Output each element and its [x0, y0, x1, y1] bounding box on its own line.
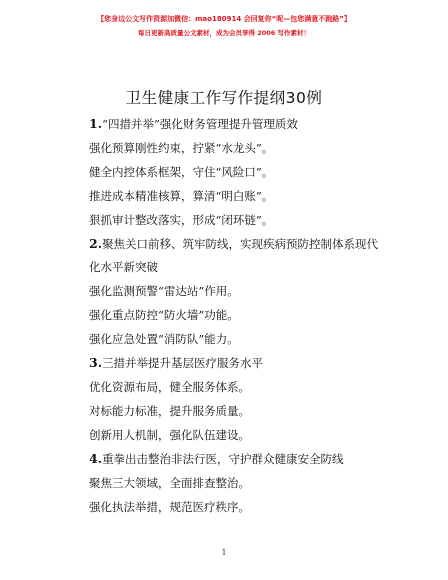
section-item: 狠抓审计整改落实，形成“闭环链”。 — [89, 213, 274, 227]
section-item: 推进成本精准核算，算清“明白账”。 — [89, 189, 274, 203]
document-title: 卫生健康工作写作提纲30例 — [125, 89, 323, 107]
section-item: 对标能力标准，提升服务质量。 — [89, 404, 250, 418]
section-heading-3 — [89, 351, 379, 375]
section-number: 3. — [89, 355, 103, 370]
section-item: 强化预算刚性约束，拧紧“水龙头”。 — [89, 141, 274, 155]
page-number: 1 — [221, 548, 227, 557]
section-heading-text: 聚焦关口前移、筑牢防线，实现疾病预防控制体系现代化水平新突破 — [89, 237, 379, 274]
section-heading-2 — [89, 232, 379, 279]
section-heading-text: 三措并举提升基层医疗服务水平 — [102, 356, 264, 370]
section-item: 强化应急处置“消防队”能力。 — [89, 332, 239, 346]
section-heading-text: 重拳出击整治非法行医，守护群众健康安全防线 — [102, 452, 344, 466]
section-item: 创新用人机制，强化队伍建设。 — [89, 428, 250, 442]
section-item: 聚焦三大领域，全面排查整治。 — [89, 476, 250, 490]
section-number: 2. — [89, 236, 103, 251]
promo-banner-line-2: 每日更新高质量公文素材，成为会员享得 2006 写作素材！ — [137, 29, 311, 37]
section-number: 1. — [89, 116, 103, 131]
section-item: 强化重点防控“防火墙”功能。 — [89, 308, 239, 322]
section-item: 强化执法举措，规范医疗秩序。 — [89, 500, 250, 514]
section-heading-text: “四措并举”强化财务管理提升管理质效 — [102, 117, 298, 131]
document-body — [89, 112, 379, 519]
section-item: 健全内控体系框架，守住“风险口”。 — [89, 165, 274, 179]
section-number: 4. — [89, 451, 103, 466]
promo-banner-line-1: 【您身边公文写作资源加微信：mao180914 会回复你“呢—包您满意不跑路”】 — [97, 15, 351, 23]
section-heading-4 — [89, 447, 379, 471]
section-heading-1 — [89, 112, 379, 136]
section-item: 强化监测预警“雷达站”作用。 — [89, 284, 239, 298]
section-item: 优化资源布局，健全服务体系。 — [89, 380, 250, 394]
